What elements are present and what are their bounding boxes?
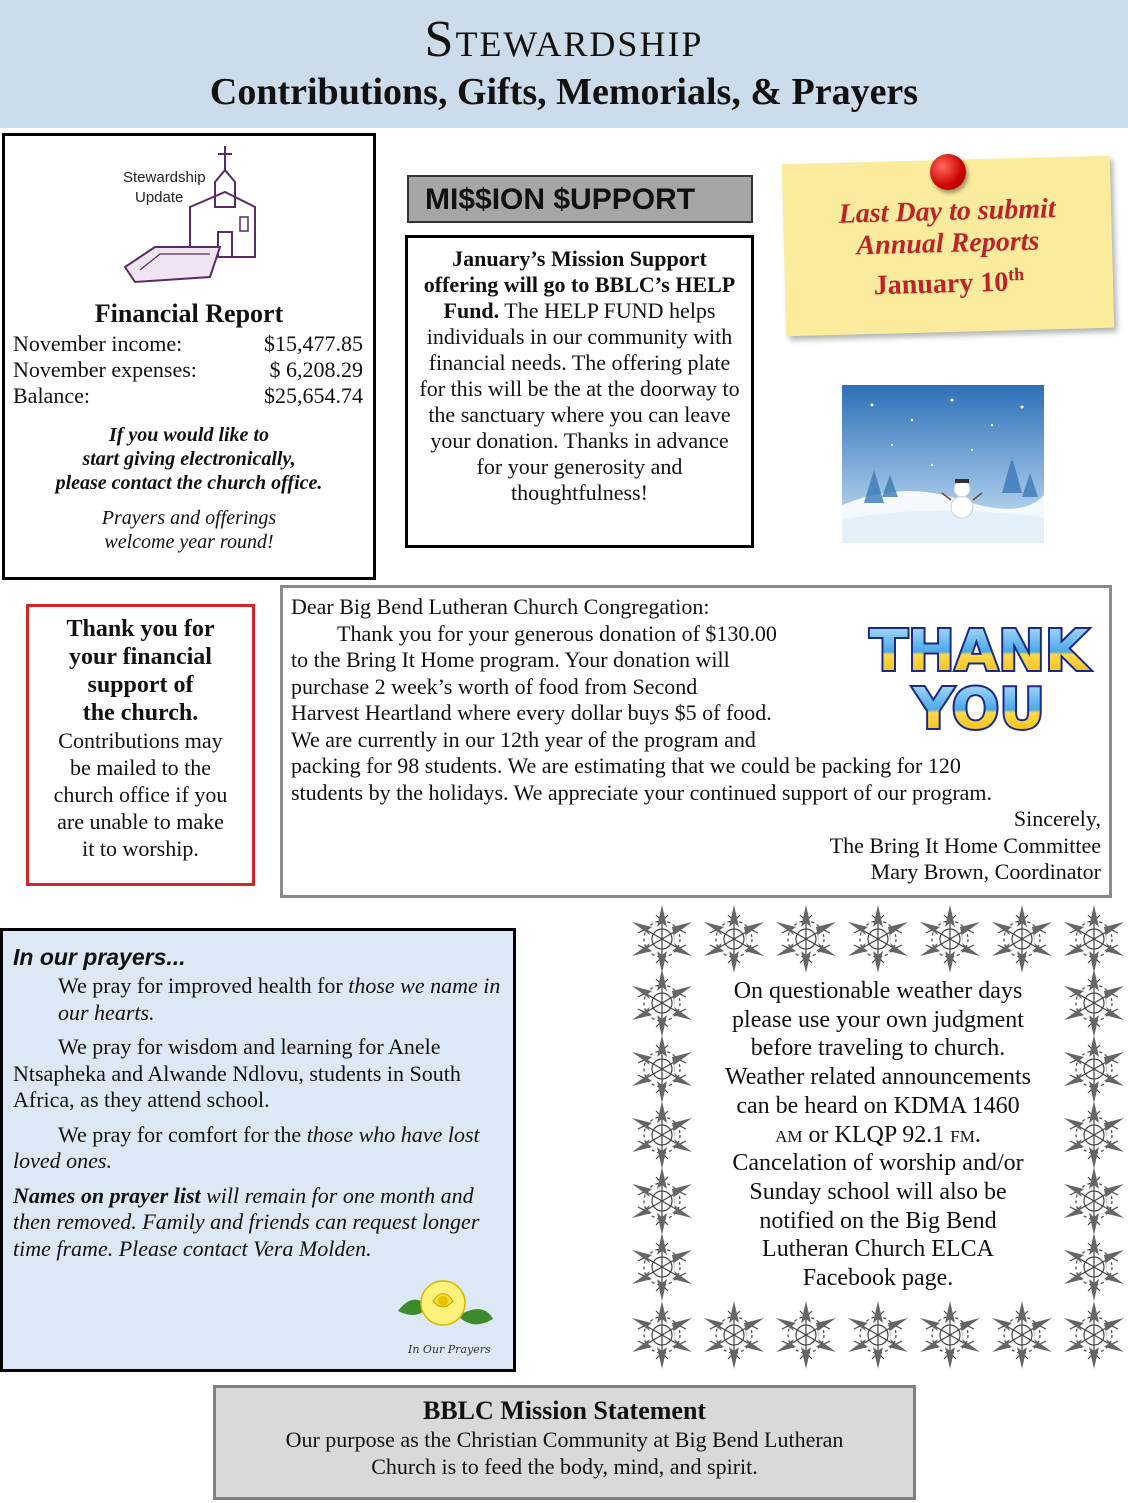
prayer-paragraph-4 bbox=[13, 1183, 503, 1263]
thank-line-5: it to worship. bbox=[82, 836, 199, 861]
letter-line-7: packing for 98 students. We are estimating that we could be packing for 120 bbox=[291, 753, 961, 778]
letter-line-1: Dear Big Bend Lutheran Church Congregation: bbox=[291, 594, 710, 619]
letter-signoff-3: Mary Brown, Coordinator bbox=[870, 859, 1101, 884]
weather-line-1: On questionable weather days bbox=[733, 978, 1023, 1004]
weather-line-6: am or KLQP 92.1 fm. bbox=[775, 1121, 981, 1148]
prayer-1a: We pray for improved health for bbox=[58, 973, 349, 998]
mission-statement-line-2: Church is to feed the body, mind, and spirit. bbox=[371, 1454, 758, 1479]
weather-line-11: Facebook page. bbox=[802, 1265, 954, 1292]
thank-line-4: are unable to make bbox=[57, 809, 224, 834]
thank-bold-3: support of bbox=[87, 672, 194, 698]
thank-bold-1: Thank you for bbox=[66, 616, 215, 642]
electronic-giving-note bbox=[5, 423, 373, 495]
prayer-2: We pray for wisdom and learning for Anele Ntsapheka and Alwande Ndlovu, students in South Africa, as they attend school. bbox=[13, 1034, 461, 1112]
prayer-paragraph-1 bbox=[13, 973, 503, 1026]
bring-it-home-letter bbox=[280, 585, 1112, 898]
thank-line-2: be mailed to the bbox=[69, 755, 212, 780]
electronic-line-3: please contact the church office. bbox=[55, 472, 323, 494]
prayers-offerings-note bbox=[5, 506, 373, 554]
electronic-line-1: If you would like to bbox=[108, 424, 269, 446]
letter-line-3: to the Bring It Home program. Your donation will bbox=[291, 647, 730, 672]
yellow-rose-icon bbox=[388, 1271, 498, 1361]
note-line-1: Last Day to submit bbox=[838, 193, 1056, 230]
thank-you-support-box bbox=[26, 604, 255, 886]
balance-value: $25,654.74 bbox=[264, 383, 363, 408]
note-sup: th bbox=[1007, 264, 1025, 285]
weather-fm: fm bbox=[950, 1121, 975, 1148]
letter-signoff-2: The Bring It Home Committee bbox=[829, 832, 1101, 858]
prayers-heading: In our prayers... bbox=[13, 944, 186, 970]
prayer-1b: those we name in our hearts. bbox=[58, 973, 501, 1025]
prayers-line-2: welcome year round! bbox=[104, 531, 274, 553]
snowman-winter-image bbox=[842, 385, 1044, 543]
weather-line-7: Cancelation of worship and/or bbox=[732, 1150, 1024, 1177]
pushpin-icon bbox=[930, 154, 966, 190]
thank-bold-2: your financial bbox=[69, 644, 212, 670]
letter-line-6: We are currently in our 12th year of the program and bbox=[291, 726, 756, 752]
thank-line-3: church office if you bbox=[53, 782, 228, 807]
mission-statement-box bbox=[213, 1385, 916, 1500]
church-logo-icon bbox=[115, 142, 265, 292]
page-header bbox=[0, 0, 1128, 128]
weather-notice bbox=[630, 903, 1128, 1371]
weather-line-3: before traveling to church. bbox=[750, 1035, 1006, 1062]
expenses-label: November expenses: bbox=[13, 357, 197, 382]
letter-line-5: Harvest Heartland where every dollar buys $5 of food. bbox=[291, 700, 772, 725]
prayer-4a: Names on prayer list bbox=[13, 1182, 201, 1208]
prayer-3b: those who have lost loved ones. bbox=[13, 1121, 480, 1173]
thank-bold-4: the church. bbox=[82, 700, 199, 726]
page-title: Stewardship bbox=[424, 11, 704, 68]
thank-you-clipart bbox=[848, 612, 1110, 736]
mission-statement-title: BBLC Mission Statement bbox=[422, 1396, 707, 1425]
logo-text-1: Stewardship bbox=[123, 169, 206, 186]
weather-line-10: Lutheran Church ELCA bbox=[762, 1236, 994, 1263]
finance-row-balance bbox=[13, 383, 363, 409]
weather-line-2: please use your own judgment bbox=[732, 1006, 1024, 1033]
prayer-paragraph-3 bbox=[13, 1122, 503, 1175]
prayer-paragraph-2 bbox=[13, 1034, 503, 1114]
finance-row-income bbox=[13, 331, 363, 357]
balance-label: Balance: bbox=[13, 383, 90, 408]
weather-line-4: Weather related announcements bbox=[725, 1064, 1031, 1091]
income-value: $15,477.85 bbox=[264, 331, 363, 356]
prayers-box bbox=[0, 928, 516, 1372]
weather-line-5: can be heard on KDMA 1460 bbox=[736, 1092, 1020, 1119]
letter-line-8: students by the holidays. We appreciate your continued support of our program. bbox=[291, 779, 993, 805]
income-label: November income: bbox=[13, 331, 183, 356]
finance-row-expenses bbox=[13, 357, 363, 383]
prayer-3a: We pray for comfort for the bbox=[58, 1121, 307, 1147]
prayer-4b: will remain for one month and then removed. Family and friends can request longer time frame. Please contact Vera Molden. bbox=[13, 1182, 480, 1261]
mission-support-body: The HELP FUND helps individuals in our community with financial needs. The offering plate for this will be the at the doorway to the sanctuary where you can leave your donation. Thanks in advance for your generosity and thoughtfulness! bbox=[419, 298, 740, 505]
mission-support-heading: MI$$ION $UPPORT bbox=[407, 175, 753, 223]
weather-or: or KLQP 92.1 bbox=[802, 1121, 951, 1148]
weather-text bbox=[690, 977, 1066, 1293]
logo-text-2: Update bbox=[135, 189, 184, 206]
rose-caption: In Our Prayers bbox=[408, 1343, 491, 1356]
expenses-value: $ 6,208.29 bbox=[269, 357, 363, 382]
thank-line-1: Contributions may bbox=[58, 728, 223, 753]
note-line-3: January 10 bbox=[873, 266, 1009, 302]
note-line-2: Annual Reports bbox=[856, 225, 1040, 262]
prayers-line-1: Prayers and offerings bbox=[101, 507, 277, 529]
financial-report-box bbox=[2, 133, 376, 580]
mission-support-box bbox=[405, 235, 754, 548]
weather-line-9: notified on the Big Bend bbox=[759, 1207, 997, 1234]
mission-statement-line-1: Our purpose as the Christian Community at Big Bend Lutheran bbox=[285, 1427, 844, 1452]
letter-line-4: purchase 2 week’s worth of food from Second bbox=[291, 673, 698, 699]
letter-line-2: Thank you for your generous donation of $130.00 bbox=[337, 620, 777, 646]
weather-line-8: Sunday school will also be bbox=[749, 1178, 1007, 1205]
thank-art-line-2: YOU bbox=[913, 677, 1045, 736]
electronic-line-2: start giving electronically, bbox=[82, 448, 296, 470]
weather-am: am bbox=[775, 1121, 803, 1148]
financial-report-title: Financial Report bbox=[94, 299, 284, 328]
thank-art-line-1: THANK bbox=[869, 619, 1089, 684]
mission-support-bold: January’s Mission Support offering will go to BBLC’s HELP Fund. bbox=[423, 246, 736, 323]
page-subtitle: Contributions, Gifts, Memorials, & Prayers bbox=[209, 71, 919, 113]
letter-signoff-1: Sincerely, bbox=[1013, 806, 1101, 831]
